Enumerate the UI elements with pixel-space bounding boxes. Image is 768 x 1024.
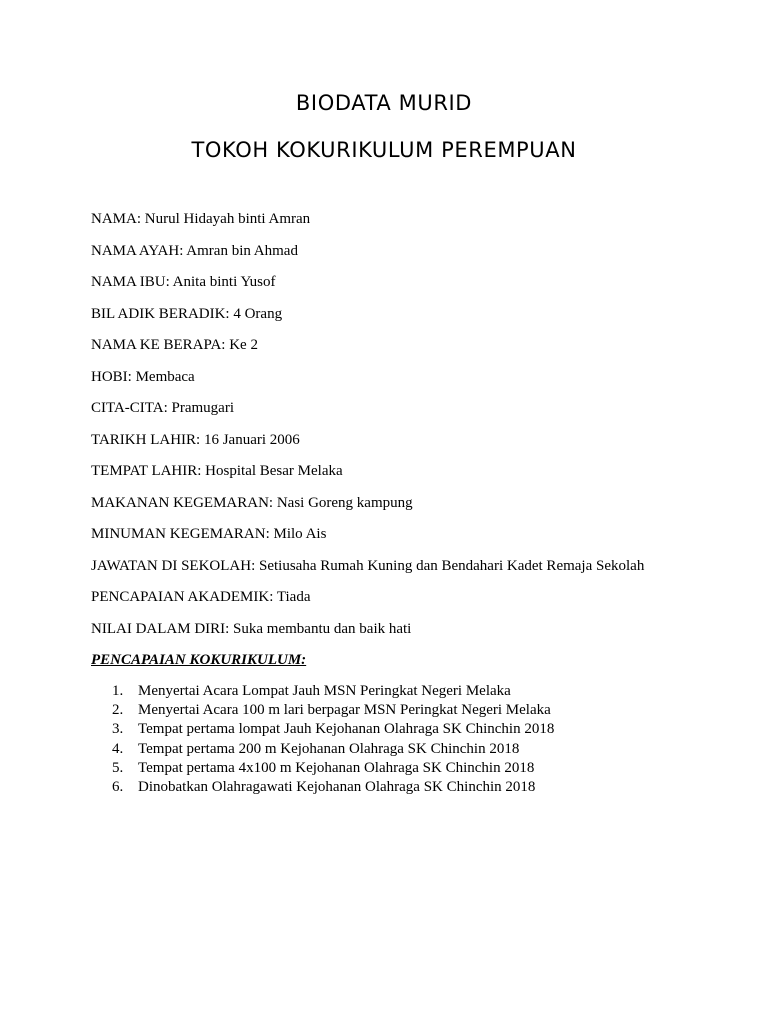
field-makanan-kegemaran: MAKANAN KEGEMARAN: Nasi Goreng kampung xyxy=(91,494,413,511)
field-nama-ke-berapa: NAMA KE BERAPA: Ke 2 xyxy=(91,337,258,353)
document-subtitle: TOKOH KOKURIKULUM PEREMPUAN xyxy=(191,138,577,162)
list-item-text: Dinobatkan Olahragawati Kejohanan Olahraga SK Chinchin 2018 xyxy=(138,778,536,795)
list-item-number: 5. xyxy=(112,759,124,776)
list-item-text: Menyertai Acara 100 m lari berpagar MSN Peringkat Negeri Melaka xyxy=(138,702,551,719)
list-item-text: Tempat pertama 200 m Kejohanan Olahraga SK Chinchin 2018 xyxy=(138,740,520,757)
field-pencapaian-akademik: PENCAPAIAN AKADEMIK: Tiada xyxy=(91,589,311,605)
field-nama-ibu: NAMA IBU: Anita binti Yusof xyxy=(91,274,276,290)
field-cita-cita: CITA-CITA: Pramugari xyxy=(91,400,234,416)
field-bil-adik-beradik: BIL ADIK BERADIK: 4 Orang xyxy=(91,305,283,322)
document-title: BIODATA MURID xyxy=(295,91,473,115)
field-nilai-dalam-diri: NILAI DALAM DIRI: Suka membantu dan baik hati xyxy=(91,620,412,637)
list-item-text: Tempat pertama lompat Jauh Kejohanan Olahraga SK Chinchin 2018 xyxy=(138,721,555,738)
list-item-number: 4. xyxy=(112,740,124,757)
list-item-number: 3. xyxy=(112,721,124,738)
field-nama-ayah: NAMA AYAH: Amran bin Ahmad xyxy=(91,242,298,259)
list-item-number: 6. xyxy=(112,778,124,795)
achievements-heading: PENCAPAIAN KOKURIKULUM: xyxy=(91,652,307,668)
field-hobi: HOBI: Membaca xyxy=(91,368,195,385)
field-jawatan-di-sekolah: JAWATAN DI SEKOLAH: Setiusaha Rumah Kuning dan Bendahari Kadet Remaja Sekolah xyxy=(91,557,645,574)
field-minuman-kegemaran: MINUMAN KEGEMARAN: Milo Ais xyxy=(91,526,327,542)
list-item-number: 2. xyxy=(112,702,124,719)
list-item-text: Tempat pertama 4x100 m Kejohanan Olahraga SK Chinchin 2018 xyxy=(138,759,535,776)
field-nama: NAMA: Nurul Hidayah binti Amran xyxy=(91,211,311,227)
list-item-text: Menyertai Acara Lompat Jauh MSN Peringkat Negeri Melaka xyxy=(138,683,511,699)
list-item-number: 1. xyxy=(112,683,124,699)
field-tempat-lahir: TEMPAT LAHIR: Hospital Besar Melaka xyxy=(91,463,343,479)
field-tarikh-lahir: TARIKH LAHIR: 16 Januari 2006 xyxy=(91,431,300,448)
